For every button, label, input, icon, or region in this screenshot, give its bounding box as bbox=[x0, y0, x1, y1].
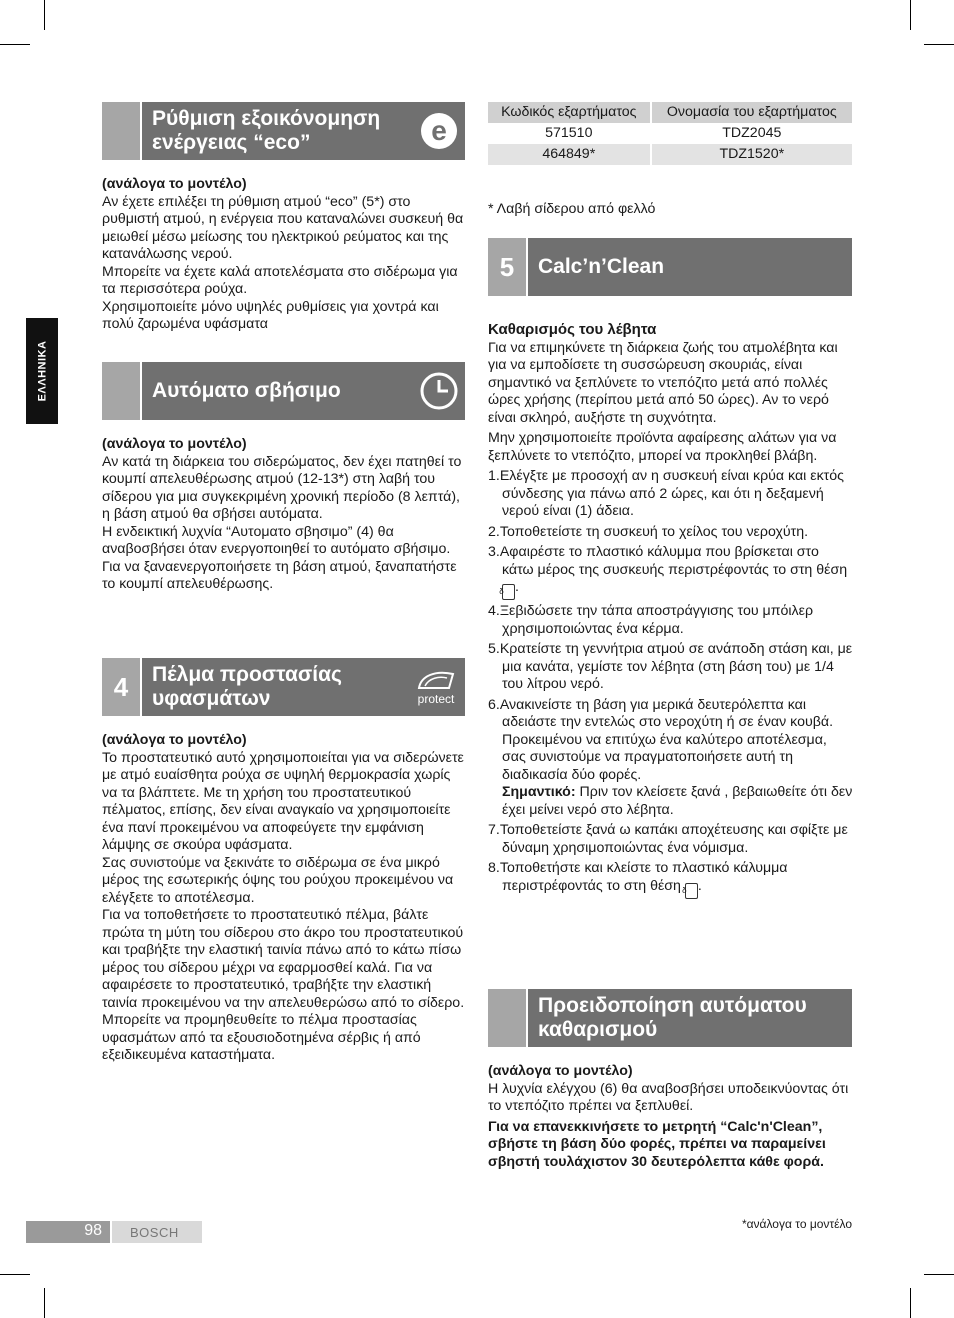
section-header-calc-n-clean bbox=[488, 238, 852, 296]
section-title: Προειδοποίηση αυτόματου καθαρισμού bbox=[538, 994, 807, 1041]
model-note: (ανάλογα το μοντέλο) bbox=[102, 436, 247, 452]
list-item: 5.Κρατείστε τη γεννήτρια ατμού σε ανάποδη στάση και, με μια κανάτα, γεμίστε τον λέβητα (στη βάση του) με 1/4 του λίτρου νερό. bbox=[488, 641, 853, 692]
page-number-box bbox=[26, 1221, 110, 1243]
list-item: 2.Τοποθετείστε τη συσκευή το χείλος του νεροχύτη. bbox=[488, 523, 809, 540]
section-title: Ρύθμιση εξοικόνομηση ενέργειας “eco” bbox=[152, 107, 381, 154]
step-text: 8.Τοποθετήστε και κλείστε το πλαστικό κάλυμμα περιστρέφοντάς το στη θέση bbox=[488, 860, 788, 894]
page-number: 98 bbox=[84, 1222, 102, 1239]
table-header: Ονομασία του εξαρτήματος bbox=[651, 102, 852, 123]
important-note bbox=[488, 784, 854, 819]
section-title: Πέλμα προστασίας υφασμάτων bbox=[152, 663, 342, 710]
paragraph: Μην χρησιμοποιείτε προϊόντα αφαίρεσης αλάτων για να ξεπλύνετε το ντεπόζιτο, μπορεί να προκληθεί βλάβη. bbox=[488, 430, 837, 464]
table-row bbox=[488, 123, 852, 144]
table-row bbox=[488, 144, 852, 165]
lock-icon: δ bbox=[502, 584, 515, 600]
list-item: 1.Ελέγξτε με προσοχή αν η συσκευή είναι κρύα και εκτός σύνδεσης για πάνω από 2 ώρες, και ότι η δεξαμενή νερού είναι (1) άδεια. bbox=[488, 468, 845, 519]
clean-warning-body bbox=[488, 1063, 854, 1171]
section-number-box bbox=[102, 362, 142, 420]
paragraph: Για να ξαναενεργοποιήσετε τη βάση ατμού, ξαναπατήστε το κουμπί απελευθέρωσης. bbox=[102, 558, 457, 592]
table-cell: 571510 bbox=[545, 125, 593, 141]
section-header-protect bbox=[102, 658, 465, 716]
section-title: Αυτόματο σβήσιμο bbox=[152, 379, 341, 402]
crop-mark bbox=[910, 1288, 911, 1318]
table-footnote: * Λαβή σίδερου από φελλό bbox=[488, 201, 656, 217]
section-header-eco bbox=[102, 102, 465, 160]
crop-mark bbox=[0, 1274, 30, 1275]
section-title: Calc’n’Clean bbox=[538, 255, 665, 278]
svg-text:e: e bbox=[431, 115, 447, 146]
crop-mark bbox=[44, 0, 45, 30]
eco-icon bbox=[413, 102, 465, 160]
footer-note: *ανάλογα το μοντέλο bbox=[741, 1217, 852, 1231]
paragraph: Η ενδεικτική λυχνία “Αυτοματο σβησιμο” (4) θα αναβοσβήσει όταν ενεργοποιηθεί το αυτόματο σβήσιμο. bbox=[102, 523, 451, 557]
section-number-box bbox=[102, 102, 142, 160]
paragraph: Χρησιμοποιείτε μόνο υψηλές ρυθμίσεις για χοντρά και πολύ ζαρωμένα υφάσματα bbox=[102, 298, 439, 332]
important-text: Πριν τον κλείσετε ξανά , βεβαιωθείτε ότι δεν έχει μείνει νερό στο λέβητα. bbox=[502, 784, 853, 818]
protect-icon-label: protect bbox=[417, 692, 455, 706]
model-note: (ανάλογα το μοντέλο) bbox=[102, 176, 247, 192]
table-header-row bbox=[488, 102, 852, 123]
important-label: Σημαντικό: bbox=[502, 784, 576, 800]
clock-icon bbox=[413, 362, 465, 420]
protect-icon bbox=[407, 658, 465, 716]
paragraph: Σας συνιστούμε να ξεκινάτε το σιδέρωμα σε ένα μικρό μέρος της εσωτερικής όψης του ρούχου προκειμένου να ελέγξετε το αποτέλεσμα. bbox=[102, 854, 454, 906]
list-item: 7.Τοποθετείστε ξανά ω καπάκι αποχέτευσης και σφίξτε με δύναμη χρησιμοποιώντας ένα νόμισμα. bbox=[488, 822, 848, 856]
paragraph: Αν κατά τη διάρκεια του σιδερώματος, δεν έχει πατηθεί το κουμπί απελευθέρωσης ατμού (12-13*) στη λαβή του σίδερου για μια συγκεκριμένη χρονική περίοδο (8 λεπτά), η βάση ατμού θα σβήσει αυτόματα. bbox=[102, 453, 462, 522]
crop-mark bbox=[0, 44, 30, 45]
section-header-clean-warning bbox=[488, 989, 852, 1047]
paragraph: Μπορείτε να έχετε καλά αποτελέσματα στο σιδέρωμα για τα περισσότερα ρούχα. bbox=[102, 263, 458, 297]
crop-mark bbox=[44, 1288, 45, 1318]
paragraph: Για να επανεκκινήσετε το μετρητή “Calc'n'Clean”, σβήστε τη βάση δύο φορές, πρέπει να παραμείνει σβηστή τουλάχιστον 30 δευτερόλεπτα κάθε φορά. bbox=[488, 1118, 826, 1170]
step-text: 3.Αφαιρέστε το πλαστικό κάλυμμα που βρίσκεται στο κάτω μέρος της συσκευής περιστρέφοντάς το στη θέση bbox=[488, 544, 848, 578]
table-header: Κωδικός εξαρτήματος bbox=[488, 102, 651, 123]
auto-off-body bbox=[102, 436, 464, 594]
crop-mark bbox=[910, 0, 911, 30]
section-number: 5 bbox=[488, 238, 528, 296]
eco-body bbox=[102, 176, 464, 334]
paragraph: Για να επιμηκύνετε τη διάρκεια ζωής του ατμολέβητα και για να εμποδίσετε τη συσσώρευση σκουριάς, είναι σημαντικό να ξεπλύνετε το ντεπόζιτο μετά από πολλές ώρες χρήσης (περίπου μετά από 50 ώρες). Αν το νερό είναι σκληρό, αυξήστε τη συχνότητα. bbox=[488, 339, 838, 426]
lock-icon: δ bbox=[685, 883, 698, 899]
list-item: 4.Ξεβιδώσετε την τάπα αποστράγγισης του μπόιλερ χρησιμοποιώντας ένα κέρμα. bbox=[488, 603, 814, 637]
paragraph: Για να τοποθετήσετε το προστατευτικό πέλμα, βάλτε πρώτα τη μύτη του σίδερου στο άκρο του προστατευτικού και τραβήξτε την ελαστική ταινία πάνω από το κάτω πίσω μέρος του σίδερου μέχρι να εφαρμοσθεί καλά. Για να αφαιρέσετε το προστατευτικό, τραβήξτε την ελαστική ταινία προκειμένου να την απελευθερώσω από το σίδερο. bbox=[102, 907, 465, 1011]
crop-mark bbox=[924, 44, 954, 45]
table-cell: TDZ1520* bbox=[651, 144, 852, 165]
protect-body bbox=[102, 732, 466, 1065]
section-number-box bbox=[488, 989, 528, 1047]
paragraph: Η λυχνία ελέγχου (6) θα αναβοσβήσει υποδεικνύοντας ότι το ντεπόζιτο πρέπει να ξεπλυθεί. bbox=[488, 1080, 849, 1114]
list-item: 8.Τοποθετήστε και κλείστε το πλαστικό κάλυμμα περιστρέφοντάς το στη θέση δ . bbox=[488, 860, 854, 899]
crop-mark bbox=[924, 1274, 954, 1275]
paragraph: Το προστατευτικό αυτό χρησιμοποιείται για να σιδερώνετε με ατμό ευαίσθητα ρούχα σε υψηλή θερμοκρασία χωρίς να τα βλάπτετε. Με τη χρήση του προστατευτικού πέλματος, επίσης, δεν είναι αναγκαίο να χρησιμοποιείτε ένα πανί προκειμένου να αποφεύγετε την εμφάνιση λάμψης σε σκούρα υφάσματα. bbox=[102, 749, 464, 853]
brand-label: BOSCH bbox=[112, 1221, 202, 1243]
subtitle: Καθαρισμός του λέβητα bbox=[488, 321, 657, 338]
model-note: (ανάλογα το μοντέλο) bbox=[102, 732, 247, 748]
language-tab-label: ΕΛΛΗΝΙΚΑ bbox=[36, 340, 48, 402]
paragraph: Μπορείτε να προμηθευθείτε το πέλμα προστασίας υφασμάτων από τα εξουσιοδοτημένα σέρβις ή από εξειδικευμένα καταστήματα. bbox=[102, 1012, 421, 1063]
table-cell: TDZ2045 bbox=[651, 123, 852, 144]
model-note: (ανάλογα το μοντέλο) bbox=[488, 1063, 633, 1079]
table-cell: 464849* bbox=[488, 144, 651, 165]
list-item: 3.Αφαιρέστε το πλαστικό κάλυμμα που βρίσκεται στο κάτω μέρος της συσκευής περιστρέφοντάς το στη θέση δ . bbox=[488, 544, 854, 600]
list-item: 6.Ανακινείστε τη βάση για μερικά δευτερόλεπτα και αδειάστε την εντελώς στο νεροχύτη ή σε έναν κουβά. Προκειμένου να επιτύχω ένα καλύτερο αποτέλεσμα, σας συνιστούμε να πραγματοποιήσετε αυτή τη διαδικασία δύο φορές. bbox=[488, 696, 834, 783]
calc-n-clean-body bbox=[488, 321, 854, 899]
parts-table bbox=[488, 102, 852, 165]
section-number: 4 bbox=[102, 658, 142, 716]
paragraph: Αν έχετε επιλέξει τη ρύθμιση ατμού “eco” (5*) στο ρυθμιστή ατμού, η ενέργεια που καταναλώνει συσκευή θα μειωθεί μέσω μείωσης του ηλεκτρικού ρεύματος και της κατανάλωσης νερού. bbox=[102, 193, 464, 262]
section-header-auto-off bbox=[102, 362, 465, 420]
